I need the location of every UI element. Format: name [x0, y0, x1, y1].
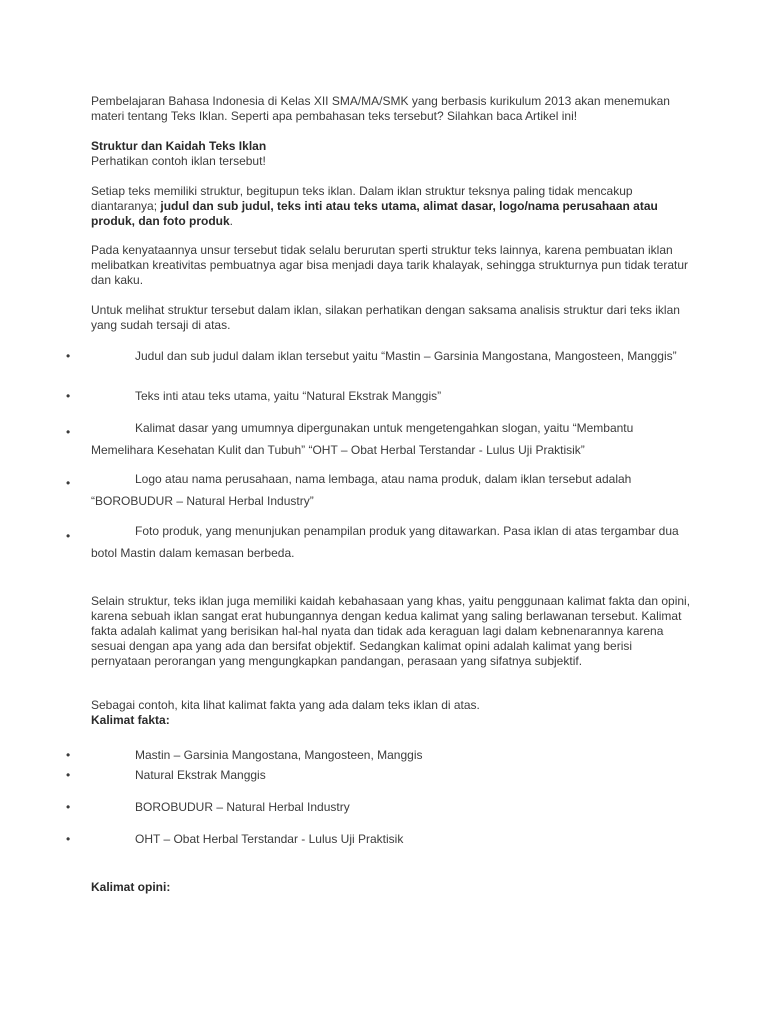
list-item-text: Teks inti atau teks utama, yaitu “Natural Ekstrak Manggis”	[135, 389, 442, 403]
list-item	[91, 468, 681, 512]
bullet-marker: •	[66, 748, 71, 762]
melihat-paragraph: Untuk melihat struktur tersebut dalam iklan, silakan perhatikan dengan saksama analisis struktur dari teks iklan yang sudah tersaji di atas.	[91, 303, 680, 332]
bullet-marker: •	[66, 389, 71, 403]
list-item	[91, 345, 681, 367]
list-item-text: Judul dan sub judul dalam iklan tersebut yaitu “Mastin – Garsinia Mangostana, Mangosteen, Manggis”	[135, 349, 677, 363]
fakta-item: OHT – Obat Herbal Terstandar - Lulus Uji Praktisik	[135, 832, 404, 846]
struktur-bold-list: judul dan sub judul, teks inti atau teks utama, alimat dasar, logo/nama perusahaan atau produk, dan foto produk	[91, 199, 658, 228]
fakta-item: BOROBUDUR – Natural Herbal Industry	[135, 800, 350, 814]
bullet-marker: •	[66, 800, 71, 814]
struktur-text: Setiap teks memiliki struktur, begitupun teks iklan. Dalam iklan struktur teksnya paling tidak mencakup diantaranya;	[91, 184, 633, 213]
struktur-end: .	[229, 214, 233, 228]
list-item	[91, 520, 681, 564]
fakta-title: Kalimat fakta:	[91, 713, 170, 727]
contoh-paragraph: Sebagai contoh, kita lihat kalimat fakta yang ada dalam teks iklan di atas.	[91, 698, 480, 712]
bullet-marker: •	[66, 832, 71, 846]
section-title: Struktur dan Kaidah Teks Iklan	[91, 139, 267, 153]
list-item	[91, 385, 681, 407]
opini-title: Kalimat opini:	[91, 880, 171, 894]
fakta-item: Natural Ekstrak Manggis	[135, 768, 266, 782]
section-subtitle: Perhatikan contoh iklan tersebut!	[91, 154, 266, 168]
bullet-marker: •	[66, 768, 71, 782]
intro-paragraph: Pembelajaran Bahasa Indonesia di Kelas XII SMA/MA/SMK yang berbasis kurikulum 2013 akan menemukan materi tentang Teks Iklan. Seperti apa pembahasan teks tersebut? Silahkan baca Artikel ini!	[91, 94, 670, 123]
bullet-marker: •	[66, 349, 71, 363]
list-item-text: Logo atau nama perusahaan, nama lembaga, atau nama produk, dalam iklan tersebut adalah “BOROBUDUR – Natural Herbal Industry”	[91, 472, 632, 508]
kaidah-paragraph: Selain struktur, teks iklan juga memiliki kaidah kebahasaan yang khas, yaitu penggunaan kalimat fakta dan opini, karena sebuah iklan sangat erat hubungannya dengan kedua kalimat yang saling berlawanan tersebut. Kalimat fakta adalah kalimat yang berisikan hal-hal nyata dan tidak ada keraguan lagi dalam kebnenarannya karena sesuai dengan apa yang ada dan bersifat objektif. Sedangkan kalimat opini adalah kalimat yang berisi pernyataan perorangan yang mengungkapkan pandangan, perasaan yang sifatnya subjektif.	[91, 594, 691, 668]
struktur-paragraph	[91, 184, 691, 229]
fakta-item: Mastin – Garsinia Mangostana, Mangosteen, Manggis	[135, 748, 423, 762]
list-item-text: Foto produk, yang menunjukan penampilan produk yang ditawarkan. Pasa iklan di atas tergambar dua botol Mastin dalam kemasan berbeda.	[91, 524, 679, 560]
list-item	[91, 417, 681, 461]
bullet-marker: •	[66, 425, 71, 439]
list-item-text: Kalimat dasar yang umumnya dipergunakan untuk mengetengahkan slogan, yaitu “Membantu Memelihara Kesehatan Kulit dan Tubuh” “OHT – Obat Herbal Terstandar - Lulus Uji Praktisik”	[91, 421, 634, 457]
bullet-marker: •	[66, 529, 71, 543]
bullet-marker: •	[66, 476, 71, 490]
kenyataan-paragraph: Pada kenyataannya unsur tersebut tidak selalu berurutan sperti struktur teks lainnya, karena pembuatan iklan melibatkan kreativitas pembuatnya agar bisa menjadi daya tarik khalayak, sehingga strukturnya pun tidak teratur dan kaku.	[91, 243, 688, 287]
